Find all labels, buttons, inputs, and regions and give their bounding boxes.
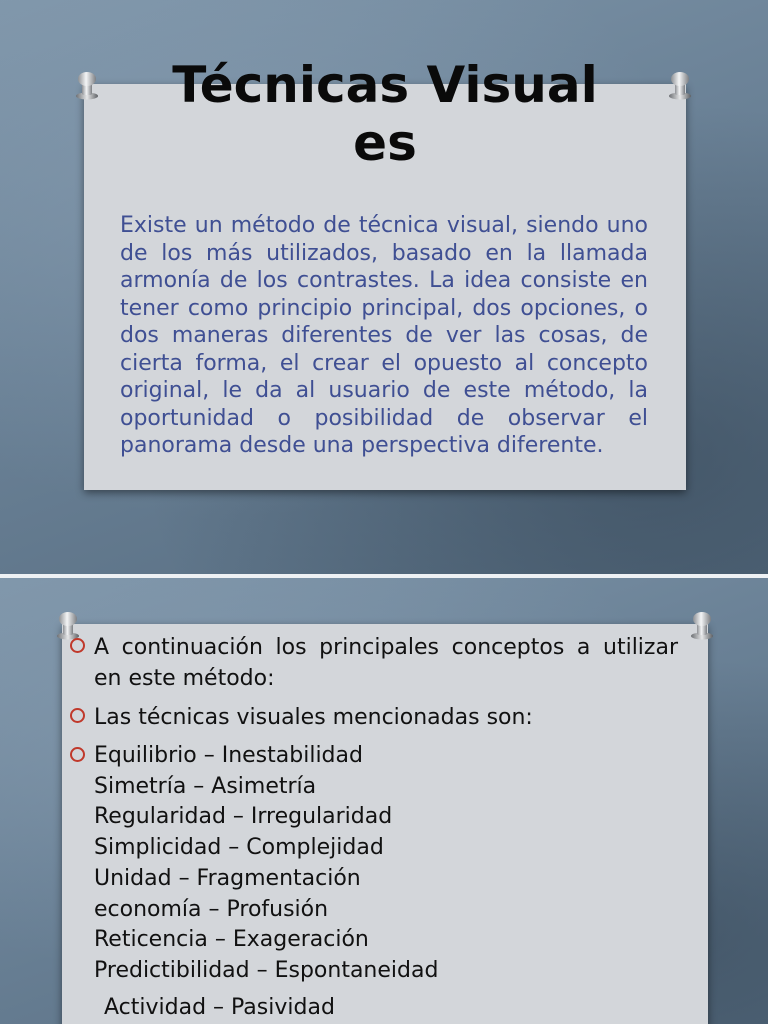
technique-pair: Actividad – Pasividad [104, 994, 335, 1020]
circle-bullet-icon [70, 747, 85, 762]
technique-pair: economía – Profusión [94, 896, 329, 922]
bullet-text: A continuación los principales conceptos a utilizar en este método: [94, 635, 678, 691]
technique-pair: Unidad – Fragmentación [94, 865, 361, 891]
technique-pair: Simplicidad – Complejidad [94, 835, 384, 861]
technique-pair: Reticencia – Exageración [94, 927, 369, 953]
technique-pair: Simetría – Asimetría [94, 773, 317, 799]
slide-title-line-1: Técnicas Visual [172, 56, 598, 114]
bullet-text: Las técnicas visuales mencionadas son: [94, 705, 533, 730]
list-item [70, 632, 678, 694]
bullet-list [70, 632, 678, 1024]
technique-pair: Regularidad – Irregularidad [94, 804, 393, 830]
slide-title [84, 56, 686, 172]
technique-pair: Equilibrio – Inestabilidad [94, 743, 363, 768]
circle-bullet-icon [70, 638, 85, 653]
list-item [70, 741, 678, 1023]
slide-title-line-2: es [353, 114, 417, 172]
list-item [70, 702, 678, 733]
technique-pair: Predictibilidad – Espontaneidad [94, 957, 439, 983]
circle-bullet-icon [70, 708, 85, 723]
slide-body-text: Existe un método de técnica visual, siendo uno de los más utilizados, basado en la llamada armonía de los contrastes. La idea consiste en tener como principio principal, dos opciones, o dos maneras diferentes de ver las cosas, de cierta forma, el crear el opuesto al concepto original, le da al usuario de este método, la oportunidad o posibilidad de observar el panorama desde una perspectiva diferente. [120, 213, 648, 458]
slide-2 [0, 578, 768, 1024]
push-pin-icon [689, 610, 715, 640]
